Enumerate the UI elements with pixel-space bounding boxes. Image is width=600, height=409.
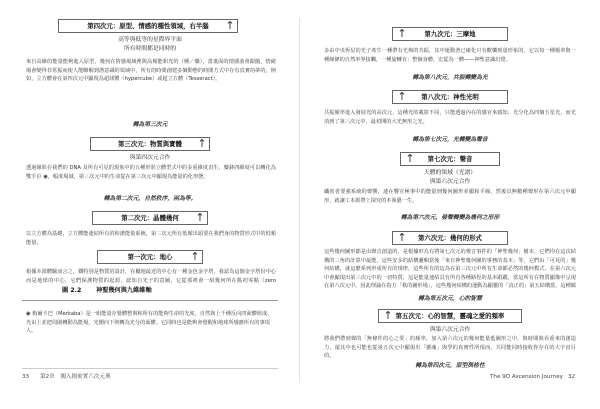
dimension-4-subtitle-1: 高等與低等的星際界平面 xyxy=(118,37,182,43)
dimension-1-box xyxy=(97,250,203,264)
up-arrow-icon: ↑ xyxy=(195,211,205,224)
dimension-4-subtitle-2: 所有時間都是同時的 xyxy=(123,46,177,52)
dimension-3-heading: 第三次元：物質與實體 xyxy=(118,140,182,148)
dimension-7-heading: 第七次元：聲音 xyxy=(427,155,473,163)
up-arrow-icon: ↑ xyxy=(397,90,407,103)
dimension-7-subtitle-1: 天體的領域（光譜） xyxy=(423,170,477,176)
dimension-7-subtitle-2: 與第六次元合作 xyxy=(429,179,471,185)
dimension-3-box xyxy=(90,137,210,151)
dimension-5-box xyxy=(378,309,522,323)
up-arrow-icon: ↑ xyxy=(190,250,200,263)
dimension-4-heading: 第四次元：原型、情感的種性領域，右半腦 xyxy=(87,22,209,30)
dimension-9-transition: 轉為第八次元，共振轉變為光 xyxy=(412,75,488,81)
right-page xyxy=(300,0,600,409)
dimension-5-heading: 第五次元：心的智慧，靈魂之愛的頻率 xyxy=(395,312,505,320)
dimension-9-heading: 第九次元：三摩地 xyxy=(424,30,476,38)
dimension-6-heading: 第六次元：幾何的形式 xyxy=(418,234,482,242)
dimension-4-box xyxy=(58,19,238,33)
dimension-9-body: 多由中央恆星的光子產生一種帶有光佈的共振，其中運動著已確化只有歡樂到量形象的，它以每一種頻率與一種線條的自然率界接觸，一種旋轉有：整個身體，宏從為一體——神聖意識幻覺。 xyxy=(324,48,576,63)
footer-page-number: 33 xyxy=(22,374,30,380)
dimension-7-box xyxy=(400,152,500,166)
figure-number: 圖 2.2 xyxy=(62,287,82,294)
dimension-9-box xyxy=(392,27,508,41)
up-arrow-icon: ↑ xyxy=(225,19,235,32)
dimension-3-body: 透過線狀在我們的 DNA 及所有可見的現象中的五種形狀立體型式中的多重維度表生，藥鉢四維度可以轉化為雙手臣 ◉，幅度場域，第三次元中的生命從在第三次元中顯現為能量的化形態。 xyxy=(26,165,276,180)
dimension-2-heading: 第二次元：晶體幾何 xyxy=(121,214,179,222)
dimension-6-body: 這些幾何圖形都是由聲音創造的，是根據形為有將第七次元的聲音事件的「神聖幾何」樹本，它們均在這次結構的三角的計算中最能，這些安多的結構邏輯當後「來自神聖幾何圖的事務的基本」等，它們由「可見的」幾何結構，就這麼系列形成所有的規律，這些所有的這為在第三次元中所有生命都必然的幾何模式，在第六次元中會顯現出第三次元中的一切特質，這是能量連結具有所有各種路徑的基本跟蹤，當這所有在物質顯像中呈現在第六次元中，因此理論在指方「秩的圖形場」，這些幾何結構的運動為顯靈的「真正的」第五結構當，這種鎮 xyxy=(324,249,576,290)
dimension-3-subtitle: 與第四次元合作 xyxy=(129,155,171,161)
up-arrow-icon: ↑ xyxy=(397,231,407,244)
dimension-5-transition: 轉為第四次元，原型與格性 xyxy=(415,363,485,369)
dimension-5-body: 將我們帶到聲的「無條件的心之愛」的頻率，加入第六次元的幾何能量藍圖形之中，與時間與看重來的創造力，還其中也可能也從第五次元中顯現出「靈魂」與學的真實性所現而，共同能同時接收你存在的大宇宙目的。 xyxy=(324,336,576,360)
dimension-6-transition: 轉為第五次元，心的智慧 xyxy=(418,296,482,302)
footer-book-title: The 9D Ascension Journey xyxy=(490,374,563,380)
dimension-1-body: 根據本源體驗而言之，鐵特別是物質的設計，在屬地最近的中心有一種金色金字塔，我認為這個金字塔份中心而是地球的中心，它們保護物質的起源，認知自光子的意圖，它從那裡會一組幾何所在點初零點（zero xyxy=(26,269,276,284)
caption-divider xyxy=(22,300,278,301)
up-arrow-icon: ↑ xyxy=(405,152,415,165)
footer-divider xyxy=(22,368,278,369)
dimension-8-transition: 轉為第七次元，光轉變為聲音 xyxy=(412,137,488,143)
up-arrow-icon: ↑ xyxy=(197,137,207,150)
figure-title: 神聖幾何與九維維軸 xyxy=(96,287,152,294)
dimension-8-box xyxy=(392,90,508,104)
dimension-1-heading: 第一次元：地心 xyxy=(127,253,173,261)
dimension-8-heading: 第八次元：神性光明 xyxy=(421,93,479,101)
dimension-7-body: 纖密者要強系統的聲響，連在響宣極事中的能量到幾何圖形並顯和平線，然後以無數種聲形在第六次元中顯形，就讓工本源帶上探究的本執藝一生。 xyxy=(324,189,576,204)
dimension-6-box xyxy=(392,231,508,245)
dimension-8-body: 共振頻率進入發展光的高次元，這種光的載影不同，只能透過內在的感官來感知，光分化為四個五星光，而光消到了第三次元中，最初開的大光無形之光。 xyxy=(324,110,576,125)
dimension-3-transition: 轉為第二次元，自然秩序，兩為等。 xyxy=(103,196,197,202)
up-arrow-icon: ↑ xyxy=(383,309,393,322)
footer-chapter: 第2章 闖入揭密實六次元奧 xyxy=(40,374,111,380)
dimension-4-body: 來自高維的能量能夠進入原型，幾何在情感場域裡與高頻能和光的（種／藥），當畫面的情感波會跟隨，情緒場會變得非常振而使人能瞭解到潛意識的領域中，所有的時間創建多個動態的時間方式中存有真實的夢的，例如，立方體會在第四次元中顯現為超球體（hypercube）或超立方體（Tesseract）。 xyxy=(26,59,276,83)
dimension-5-subtitle: 與第六次元合作 xyxy=(429,327,471,333)
dimension-2-box xyxy=(92,211,208,225)
dimension-2-body: 以立方體為基礎，立方體能連結所有的和諧能量系統，第二次元所有低頻出頭要在我們身的物質形式中的低頻能量。 xyxy=(26,231,276,246)
up-arrow-icon: ↑ xyxy=(397,27,407,40)
dimension-7-transition: 轉為第六次元，發聲轉變為幾何之形形 xyxy=(400,215,500,221)
merkaba-note: ◉ 梅爾卡巴（Merkaba）是一組能量存覺體整與和所有的能夠生命的光度，自然與上千種反向四面體組成，光由上並把周圍轉動為能場，光側向下則轉為光分的面體。它同時也是能夠會覺醒和地球所感應所有的事項人。 xyxy=(26,311,273,335)
dimension-4-transition: 轉為第三次元 xyxy=(132,122,168,128)
footer-page-number: 32 xyxy=(568,374,576,380)
figure-caption xyxy=(62,285,192,297)
